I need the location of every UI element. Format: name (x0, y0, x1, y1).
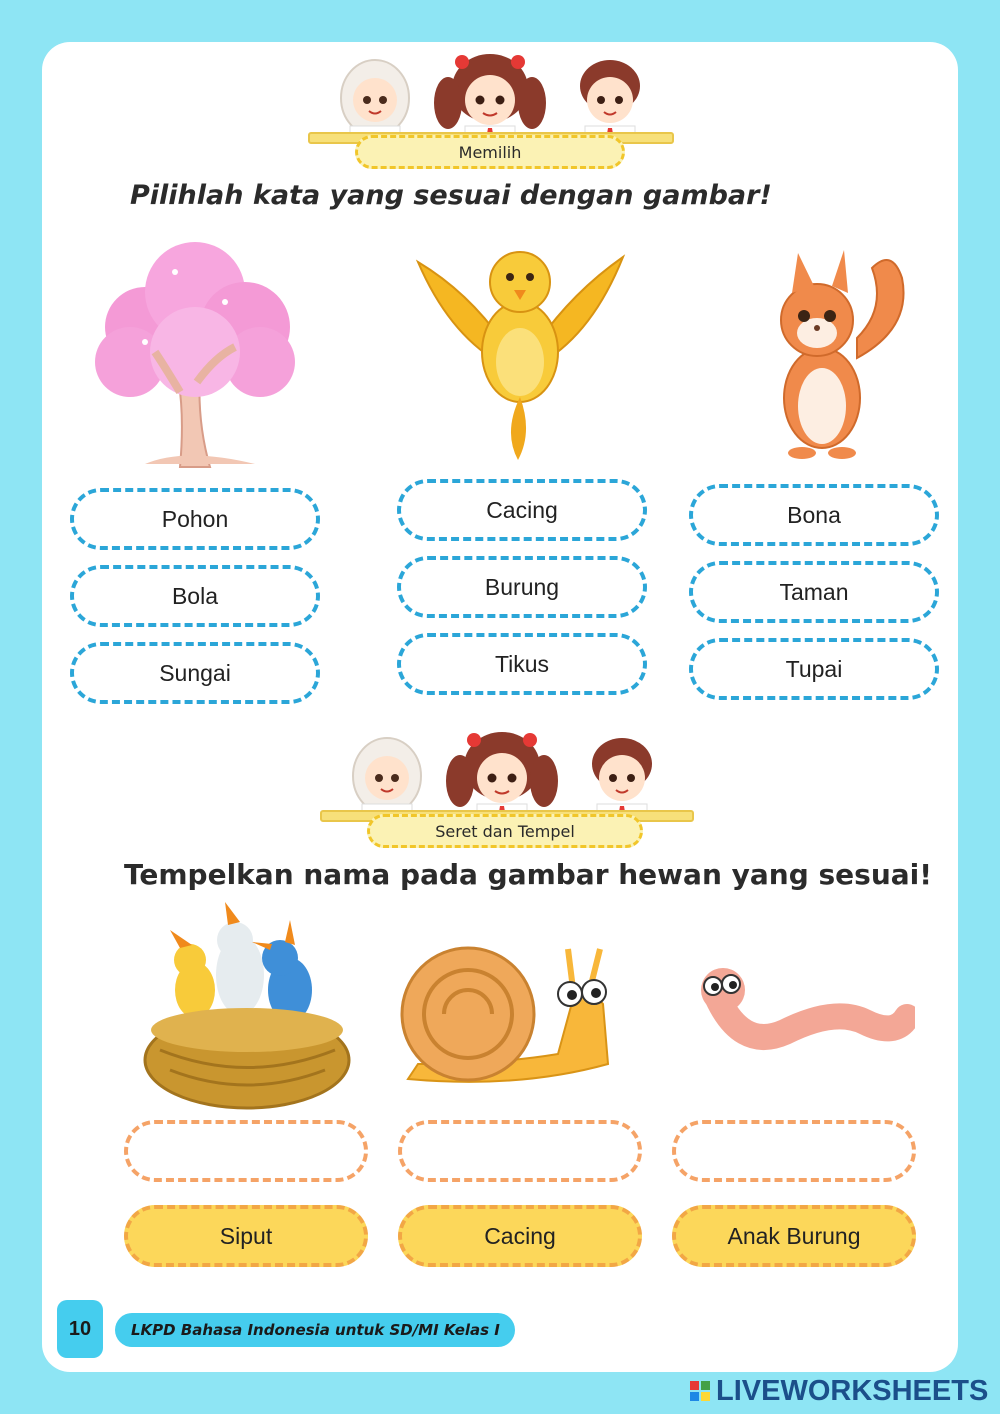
drag-tile-siput[interactable]: Siput (124, 1205, 368, 1267)
logo-square-4 (701, 1392, 710, 1401)
option-tikus[interactable]: Tikus (397, 633, 647, 695)
page-number: 10 (57, 1300, 103, 1358)
liveworksheets-logo-icon (690, 1381, 710, 1401)
logo-square-1 (690, 1381, 699, 1390)
squirrel-picture (762, 238, 912, 463)
option-burung[interactable]: Burung (397, 556, 647, 618)
pink-tree-picture (85, 232, 305, 470)
logo-square-3 (690, 1392, 699, 1401)
option-taman[interactable]: Taman (689, 561, 939, 623)
option-cacing[interactable]: Cacing (397, 479, 647, 541)
instruction-section-1: Pilihlah kata yang sesuai dengan gambar! (130, 180, 772, 211)
drop-zone-snail[interactable] (398, 1120, 642, 1182)
section-label-seret-dan-tempel: Seret dan Tempel (367, 814, 643, 848)
logo-square-2 (701, 1381, 710, 1390)
section-label-memilih: Memilih (355, 135, 625, 169)
snail-picture (398, 944, 616, 1090)
brand-text: LIVEWORKSHEETS (716, 1374, 989, 1407)
drag-tile-cacing[interactable]: Cacing (398, 1205, 642, 1267)
yellow-bird-picture (408, 232, 633, 464)
option-pohon[interactable]: Pohon (70, 488, 320, 550)
option-bola[interactable]: Bola (70, 565, 320, 627)
option-bona[interactable]: Bona (689, 484, 939, 546)
worm-picture (695, 962, 915, 1062)
instruction-section-2: Tempelkan nama pada gambar hewan yang sesuai! (124, 858, 933, 891)
bird-nest-picture (140, 900, 355, 1112)
option-sungai[interactable]: Sungai (70, 642, 320, 704)
drag-tile-anak-burung[interactable]: Anak Burung (672, 1205, 916, 1267)
liveworksheets-brand (690, 1374, 988, 1408)
kids-illustration-bottom (342, 726, 672, 818)
book-title-banner: LKPD Bahasa Indonesia untuk SD/MI Kelas I (115, 1313, 515, 1347)
drop-zone-worm[interactable] (672, 1120, 916, 1182)
kids-illustration-top (330, 48, 660, 140)
drop-zone-nest[interactable] (124, 1120, 368, 1182)
option-tupai[interactable]: Tupai (689, 638, 939, 700)
